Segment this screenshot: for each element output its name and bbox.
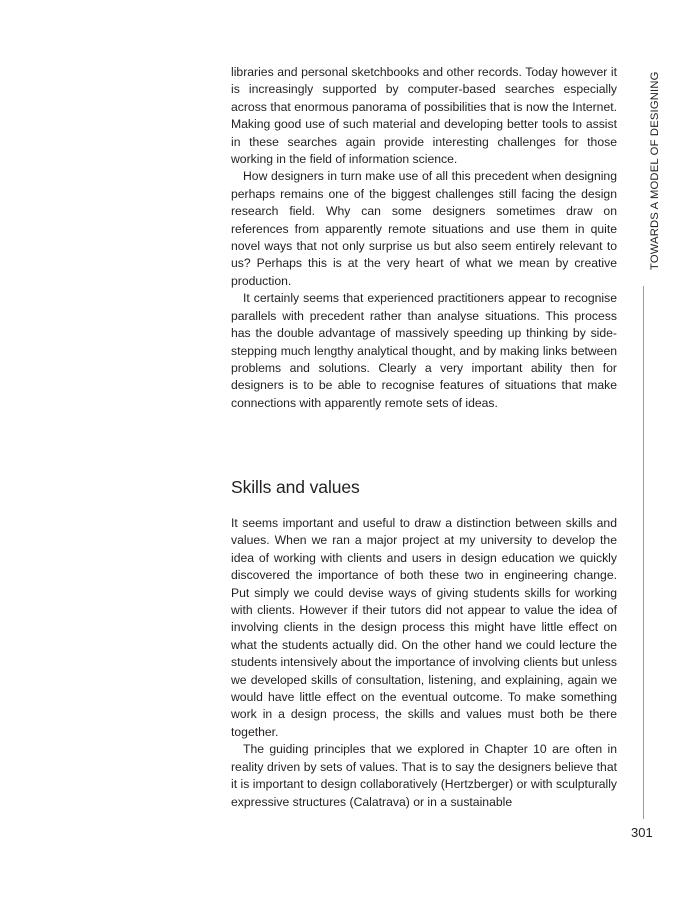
- paragraph-guiding-principles: The guiding principles that we explored in Chapter 10 are often in reality driven by sets of values. That is to say the designers believe that it is important to design collaboratively (Hertzberger) or with sculpturally expressive structures (Calatrava) or in a sustainable: [231, 742, 617, 809]
- margin-rule: [643, 286, 644, 819]
- running-head: [649, 65, 663, 275]
- body-text-section: [231, 515, 617, 811]
- section-heading: Skills and values: [231, 477, 360, 497]
- paragraph-continued: libraries and personal sketchbooks and other records. Today however it is increasingly supported by computer-based searches especially across that enormous panorama of possibilities that is now the Internet. Making good use of such material and developing better tools to assist in these searches again provide interesting challenges for those working in the field of information science.: [231, 65, 617, 167]
- paragraph-practitioners: It certainly seems that experienced practitioners appear to recognise parallels with precedent rather than analyse situations. This process has the double advantage of massively speeding up thinking by side-stepping much lengthy analytical thought, and by making links between problems and solutions. Clearly a very important ability then for designers is to be able to recognise features of situations that make connections with apparently remote sets of ideas.: [231, 291, 617, 410]
- paragraph-skills-values: It seems important and useful to draw a distinction between skills and values. When we ran a major project at my university to develop the idea of working with clients and users in design education we quickly discovered the importance of both these two in engineering change. Put simply we could devise ways of giving students skills for working with clients. However if their tutors did not appear to value the idea of involving clients in the design process this might have little effect on what the students actually did. On the other hand we could lecture the students intensively about the importance of involving clients but unless we developed skills of consultation, listening, and explaining, again we would have little effect on the eventual outcome. To make something work in a design process, the skills and values must both be there together.: [231, 516, 617, 739]
- running-head-text: TOWARDS A MODEL OF DESIGNING: [649, 71, 661, 270]
- body-text-top: [231, 64, 617, 412]
- paragraph-precedent: How designers in turn make use of all this precedent when designing perhaps remains one of the biggest challenges still facing the design research field. Why can some designers sometimes draw on references from apparently remote situations and use them in quite novel ways that not only surprise us but also seem entirely relevant to us? Perhaps this is at the very heart of what we mean by creative production.: [231, 169, 617, 288]
- page-number: 301: [631, 825, 653, 840]
